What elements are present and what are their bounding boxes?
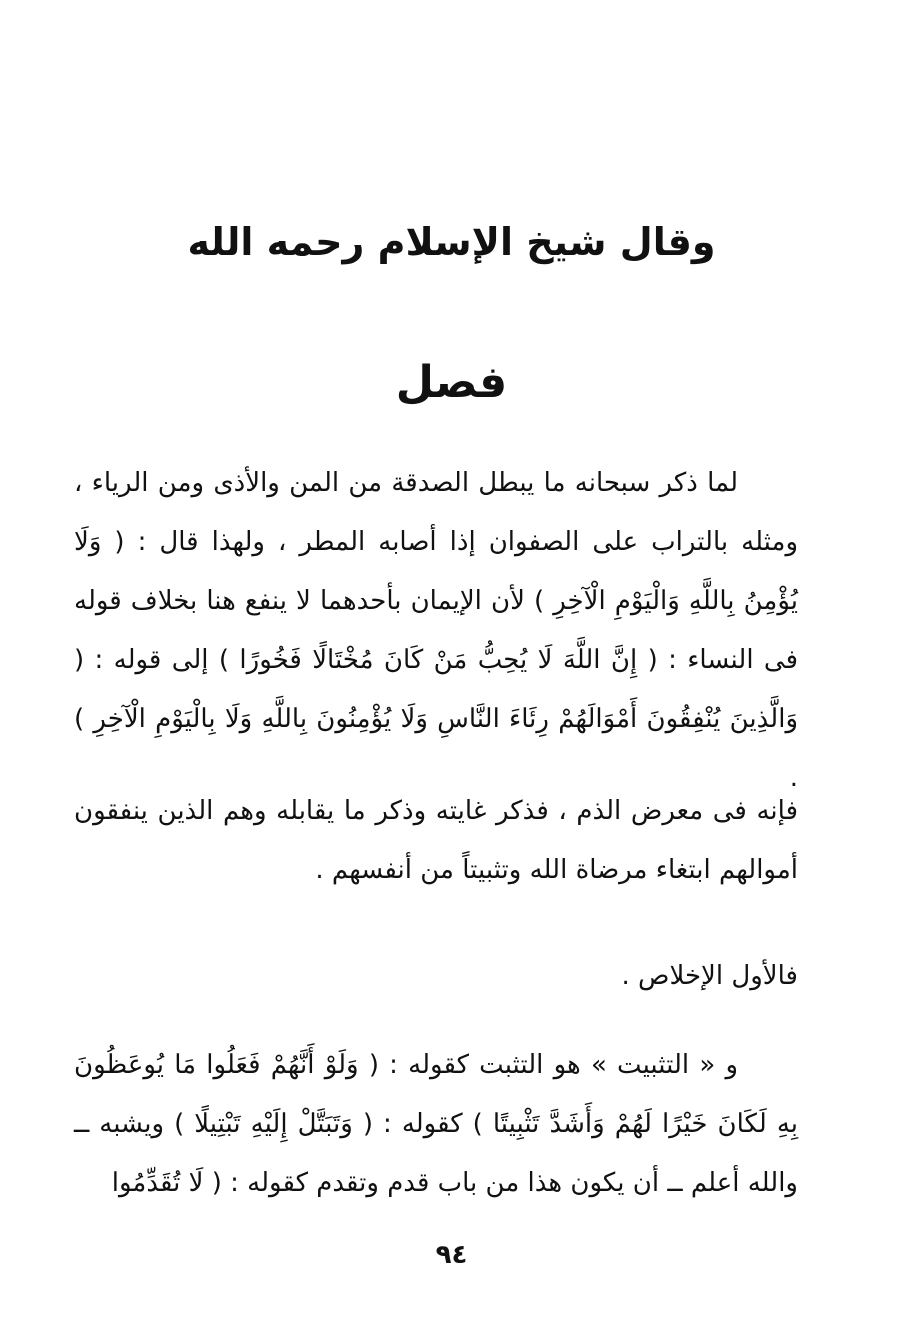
paragraph-2: فإنه فى معرض الذم ، فذكر غايته وذكر ما يقابله وهم الذين ينفقون أموالهم ابتغاء مرضاة الله وتثبيتاً من أنفسهم . — [74, 796, 798, 885]
section-heading-text: فصل — [395, 357, 508, 408]
section-heading — [0, 348, 903, 418]
paragraph-1-text-3: ) إلى قوله : ( — [74, 645, 230, 675]
paragraph-4 — [74, 1036, 798, 1213]
paragraph-3: فالأول الإخلاص . — [621, 961, 798, 991]
page-number: ٩٤ — [435, 1240, 468, 1270]
quran-quote-6: لَا تُقَدِّمُوا — [111, 1168, 204, 1198]
paragraph-4-text-1: و « التثبيت » هو التثبت كقوله : ( — [368, 1050, 738, 1080]
paragraph-4-text-3: ) ويشبه ــ والله أعلم ــ أن يكون هذا من باب قدم وتقدم كقوله : ( — [74, 1109, 798, 1198]
paragraph-1-text-2: ) لأن الإيمان بأحدهما لا ينفع هنا بخلاف قوله فى النساء : ( — [74, 586, 799, 675]
quran-quote-1: وَلَا يُؤْمِنُ بِاللَّهِ وَالْيَوْمِ الْآخِرِ — [74, 527, 798, 616]
paragraph-1 — [74, 454, 798, 808]
quran-quote-4: وَلَوْ أَنَّهُمْ فَعَلُوا مَا يُوعَظُونَ بِهِ لَكَانَ خَيْرًا لَهُمْ وَأَشَدَّ تَثْبِيتًا — [74, 1050, 799, 1139]
paragraph-4-text-2: ) كقوله : ( — [362, 1109, 483, 1139]
quran-quote-5: وَتَبَتَّلْ إِلَيْهِ تَبْتِيلًا — [194, 1109, 353, 1139]
paragraph-1-text-4: ) . — [74, 704, 798, 793]
paragraph-1-text-1: لما ذكر سبحانه ما يبطل الصدقة من المن والأذى ومن الرياء ، ومثله بالتراب على الصفوان إذا أصابه المطر ، ولهذا قال : ( — [74, 468, 799, 557]
page-title: وقال شيخ الإسلام رحمه الله — [187, 220, 716, 264]
quran-quote-3: وَالَّذِينَ يُنْفِقُونَ أَمْوَالَهُمْ رِئَاءَ النَّاسِ وَلَا يُؤْمِنُونَ بِاللَّهِ وَلَا بِالْيَوْمِ الْآخِرِ — [93, 704, 799, 734]
quran-quote-2: إِنَّ اللَّهَ لَا يُحِبُّ مَنْ كَانَ مُخْتَالًا فَخُورًا — [239, 645, 638, 675]
